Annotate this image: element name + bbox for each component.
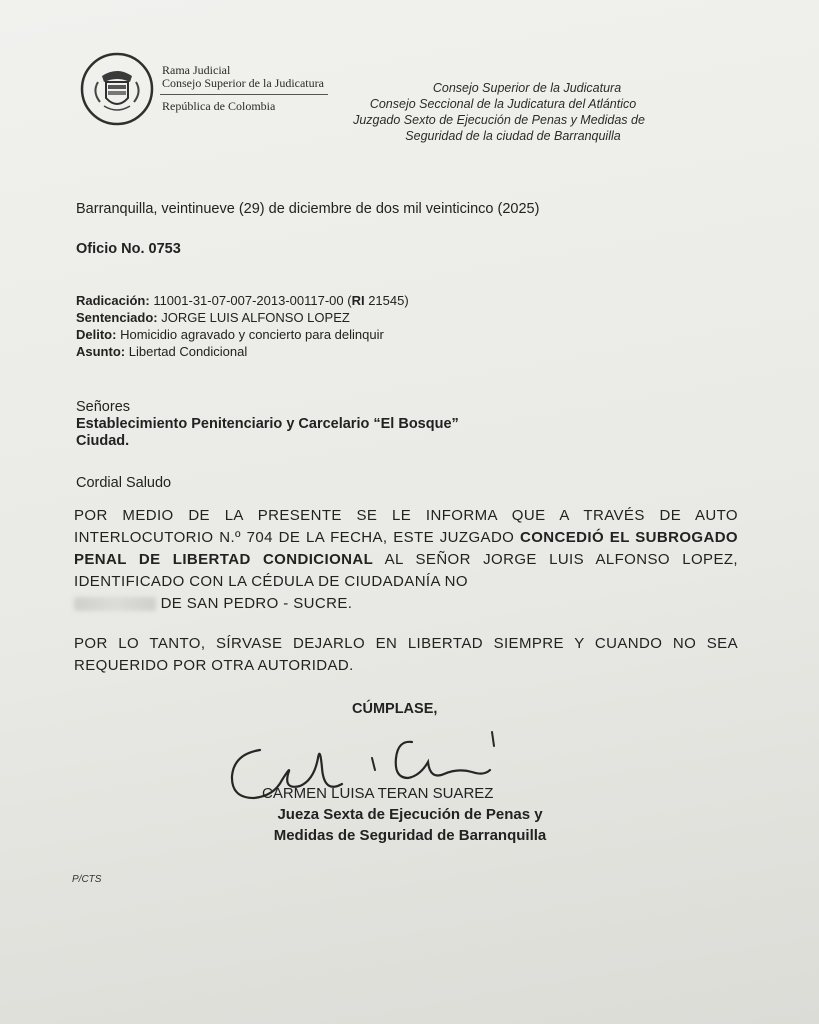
letterhead-divider xyxy=(160,94,328,95)
body-paragraph-2: POR LO TANTO, SÍRVASE DEJARLO EN LIBERTAD SIEMPRE Y CUANDO NO SEA REQUERIDO POR OTRA AUTORIDAD. xyxy=(74,635,738,674)
document-date: Barranquilla, veintinueve (29) de diciembre de dos mil veinticinco (2025) xyxy=(76,201,540,217)
paragraph-1-text-2: AL SEÑOR JORGE LUIS ALFONSO LOPEZ, IDENTIFICADO CON LA CÉDULA DE CIUDADANÍA NO xyxy=(74,551,738,590)
sentenciado-line xyxy=(76,309,350,326)
closing: CÚMPLASE, xyxy=(352,701,438,717)
signer-title-1: Jueza Sexta de Ejecución de Penas y xyxy=(277,806,543,823)
paragraph-1-text: POR MEDIO DE LA PRESENTE SE LE INFORMA QUE A TRAVÉS DE AUTO INTERLOCUTORIO N.º 704 DE LA FECHA, ESTE JUZGADO xyxy=(74,507,738,546)
paragraph-1-decision: CONCEDIÓ EL SUBROGADO PENAL DE LIBERTAD CONDICIONAL xyxy=(74,529,738,568)
delito-label: Delito: xyxy=(76,327,117,342)
letterhead-council: Consejo Superior de la Judicatura xyxy=(162,76,324,90)
signer-title-2: Medidas de Seguridad de Barranquilla xyxy=(273,827,547,844)
asunto-line xyxy=(76,343,247,360)
radicacion-label: Radicación: xyxy=(76,293,150,308)
delito-value: Homicidio agravado y concierto para delinquir xyxy=(120,327,384,342)
redacted-id-number xyxy=(74,597,156,611)
radicacion-line xyxy=(76,292,409,309)
coat-of-arms-icon xyxy=(80,52,154,126)
ri-value: 21545) xyxy=(364,293,409,308)
recipient-institution: Establecimiento Penitenciario y Carcelario “El Bosque” xyxy=(76,416,459,432)
letterhead-country: República de Colombia xyxy=(162,99,276,113)
letterhead-right-line1: Consejo Superior de la Judicatura xyxy=(432,81,622,95)
body-paragraph-1 xyxy=(74,505,738,615)
sentenciado-value: JORGE LUIS ALFONSO LOPEZ xyxy=(161,310,350,325)
letterhead-right-line2: Consejo Seccional de la Judicatura del Atlántico xyxy=(369,97,637,111)
letterhead-right-line4: Seguridad de la ciudad de Barranquilla xyxy=(405,129,621,143)
letterhead-right-line3: Juzgado Sexto de Ejecución de Penas y Medidas de xyxy=(353,113,645,127)
recipient-salutation: Señores xyxy=(76,399,131,415)
radicacion-value: 11001-31-07-007-2013-00117-00 ( xyxy=(153,293,352,308)
oficio-number: Oficio No. 0753 xyxy=(76,241,181,257)
ri-label: RI xyxy=(351,293,365,308)
paragraph-1-text-3: DE SAN PEDRO - SUCRE. xyxy=(156,595,353,612)
signer-name: CARMEN LUISA TERAN SUAREZ xyxy=(262,785,494,802)
asunto-value: Libertad Condicional xyxy=(128,344,248,359)
delito-line xyxy=(76,326,384,343)
letterhead-branch: Rama Judicial xyxy=(162,63,231,77)
asunto-label: Asunto: xyxy=(76,344,126,359)
recipient-city: Ciudad. xyxy=(76,433,130,449)
drafter-initials: P/CTS xyxy=(72,874,102,885)
greeting: Cordial Saludo xyxy=(76,475,172,491)
sentenciado-label: Sentenciado: xyxy=(76,310,158,325)
